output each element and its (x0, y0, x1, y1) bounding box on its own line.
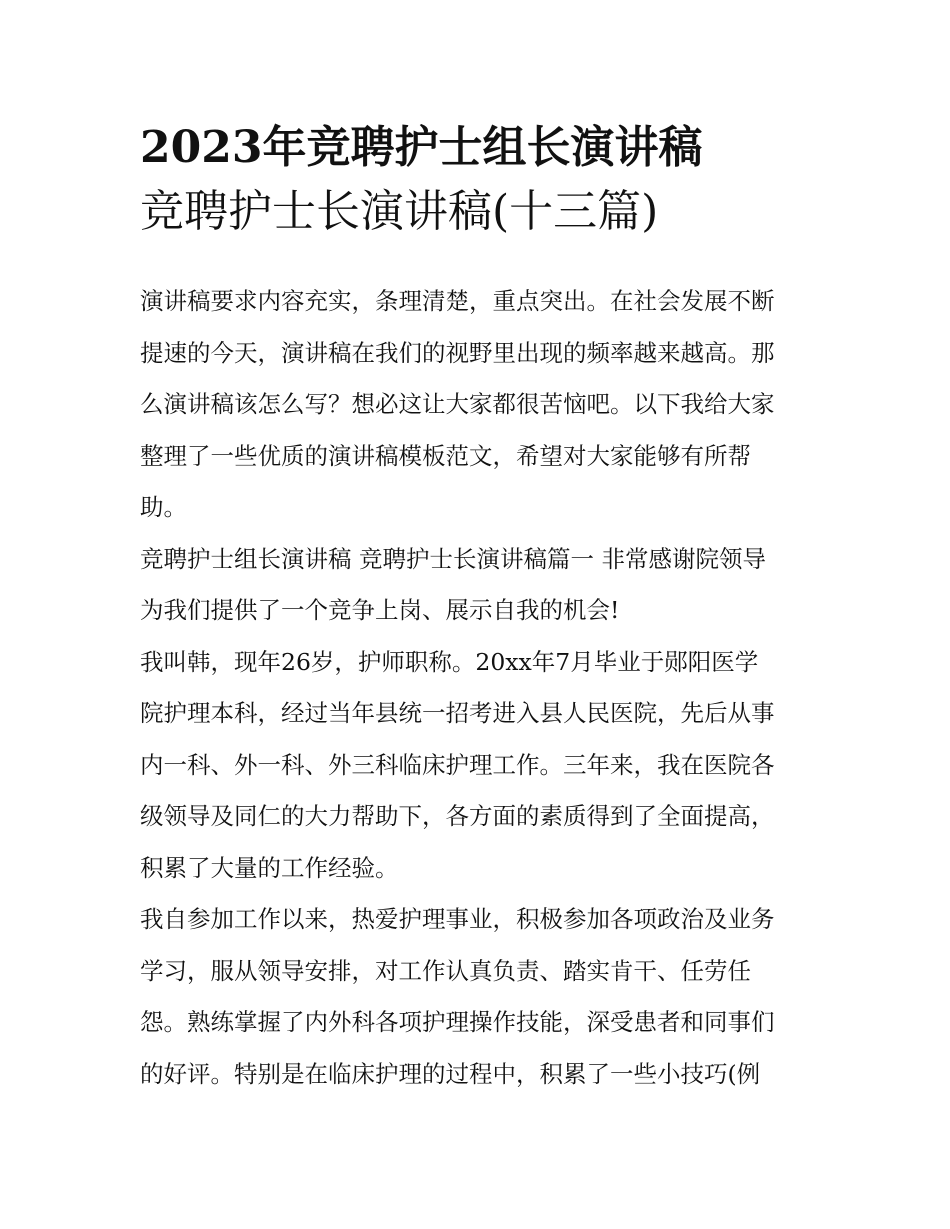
text-line: 的好评。特别是在临床护理的过程中，积累了一些小技巧(例 (140, 1059, 761, 1088)
text-line: 么演讲稿该怎么写？想必这让大家都很苦恼吧。以下我给大家 (140, 390, 775, 418)
text-line: 为我们提供了一个竞争上岗、展示自我的机会! (140, 596, 620, 624)
text-line: 我自参加工作以来，热爱护理事业，积极参加各项政治及业务 (140, 905, 775, 933)
text-line: 级领导及同仁的大力帮助下，各方面的素质得到了全面提高， (140, 802, 775, 830)
text-line: 整理了一些优质的演讲稿模板范文，希望对大家能够有所帮 (140, 441, 751, 470)
paragraph-opening (140, 534, 820, 637)
text-line: 演讲稿要求内容充实，条理清楚，重点突出。在社会发展不断 (140, 287, 775, 315)
text-line: 助。 (140, 493, 187, 521)
text-line: 积累了大量的工作经验。 (140, 853, 399, 882)
text-line: 院护理本科，经过当年县统一招考进入县人民医院，先后从事 (140, 699, 775, 727)
text-line: 怨。熟练掌握了内外科各项护理操作技能，深受患者和同事们 (140, 1008, 775, 1036)
paragraph-intro (140, 276, 820, 534)
paragraph-self-intro (140, 637, 820, 895)
paragraph-experience (140, 894, 820, 1100)
text-line: 学习，服从领导安排，对工作认真负责、踏实肯干、任劳任 (140, 956, 751, 985)
document-title (140, 116, 820, 244)
title-line-1: 2023年竞聘护士组长演讲稿 (140, 122, 703, 173)
title-line-2: 竞聘护士长演讲稿(十三篇) (140, 186, 659, 237)
text-line: 内一科、外一科、外三科临床护理工作。三年来，我在医院各 (140, 750, 775, 779)
text-line: 提速的今天，演讲稿在我们的视野里出现的频率越来越高。那 (140, 338, 775, 367)
text-line: 我叫韩，现年26岁，护师职称。20xx年7月毕业于郧阳医学 (140, 647, 759, 676)
text-line: 竞聘护士组长演讲稿 竞聘护士长演讲稿篇一 非常感谢院领导 (140, 544, 766, 573)
document-body (140, 276, 820, 1100)
